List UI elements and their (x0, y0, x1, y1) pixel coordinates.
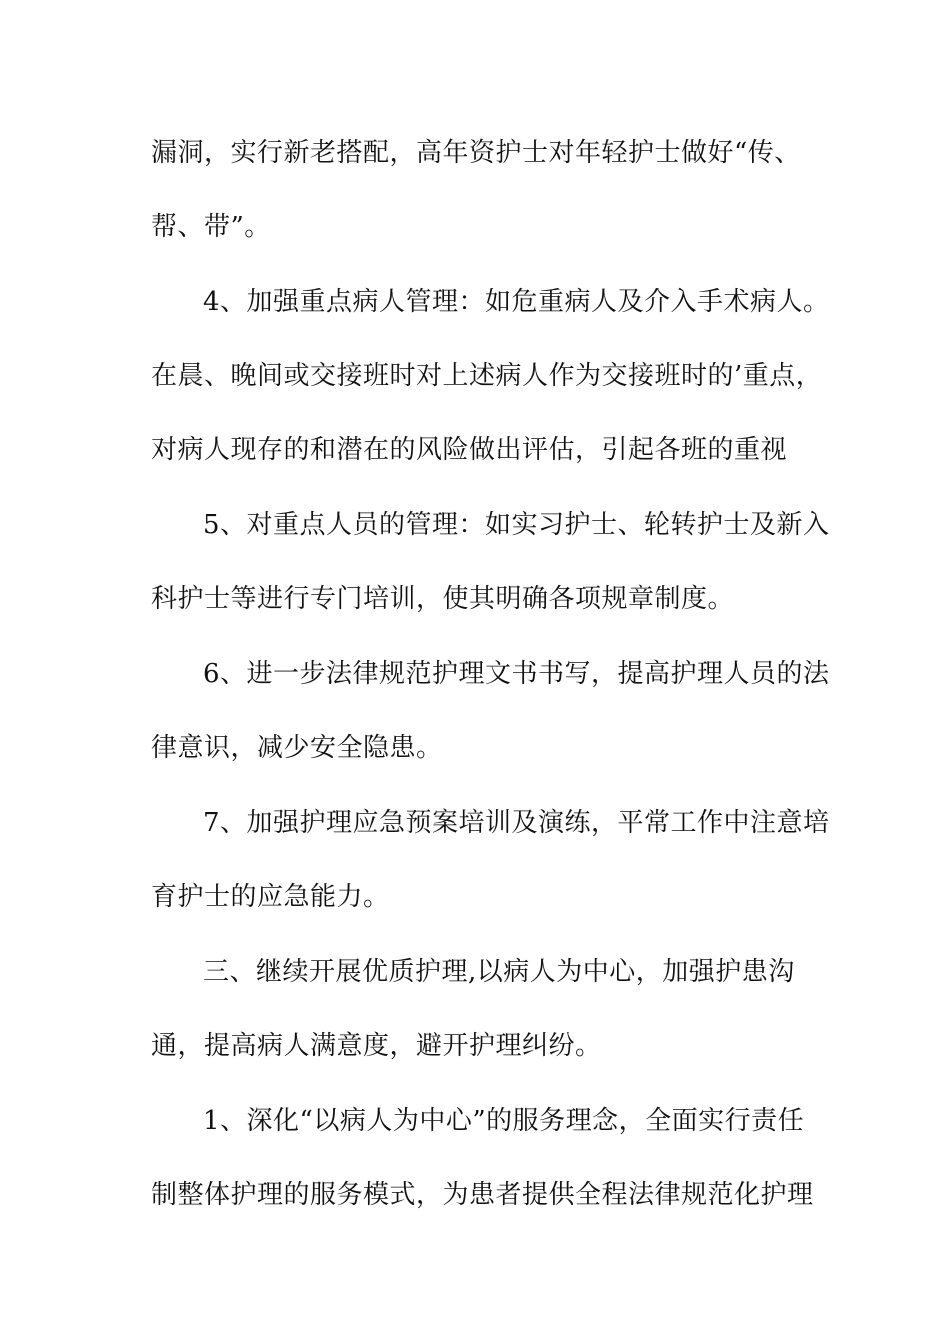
text-line: 漏洞，实行新老搭配，高年资护士对年轻护士做好“传、 (151, 138, 801, 168)
text-line: 对病人现存的和潜在的风险做出评估，引起各班的重视 (151, 435, 788, 465)
text-line: 7、加强护理应急预案培训及演练，平常工作中注意培 (203, 808, 830, 838)
text-line: 5、对重点人员的管理：如实习护士、轮转护士及新入 (203, 510, 830, 540)
text-line: 6、进一步法律规范护理文书书写，提高护理人员的法 (203, 659, 830, 689)
text-line: 4、加强重点病人管理：如危重病人及介入手术病人。 (203, 287, 830, 317)
text-line: 律意识，减少安全隐患。 (151, 733, 443, 763)
text-line: 帮、带”。 (151, 212, 271, 242)
text-line: 科护士等进行专门培训，使其明确各项规章制度。 (151, 584, 735, 614)
text-line: 通，提高病人满意度，避开护理纠纷。 (151, 1031, 602, 1061)
text-line: 在晨、晚间或交接班时对上述病人作为交接班时的’重点， (151, 361, 823, 391)
text-line: 制整体护理的服务模式，为患者提供全程法律规范化护理 (151, 1180, 814, 1210)
text-line: 三、继续开展优质护理,以病人为中心，加强护患沟 (203, 957, 795, 987)
text-line: 育护士的应急能力。 (151, 882, 390, 912)
text-line: 1、深化“以病人为中心”的服务理念，全面实行责任 (203, 1106, 805, 1136)
